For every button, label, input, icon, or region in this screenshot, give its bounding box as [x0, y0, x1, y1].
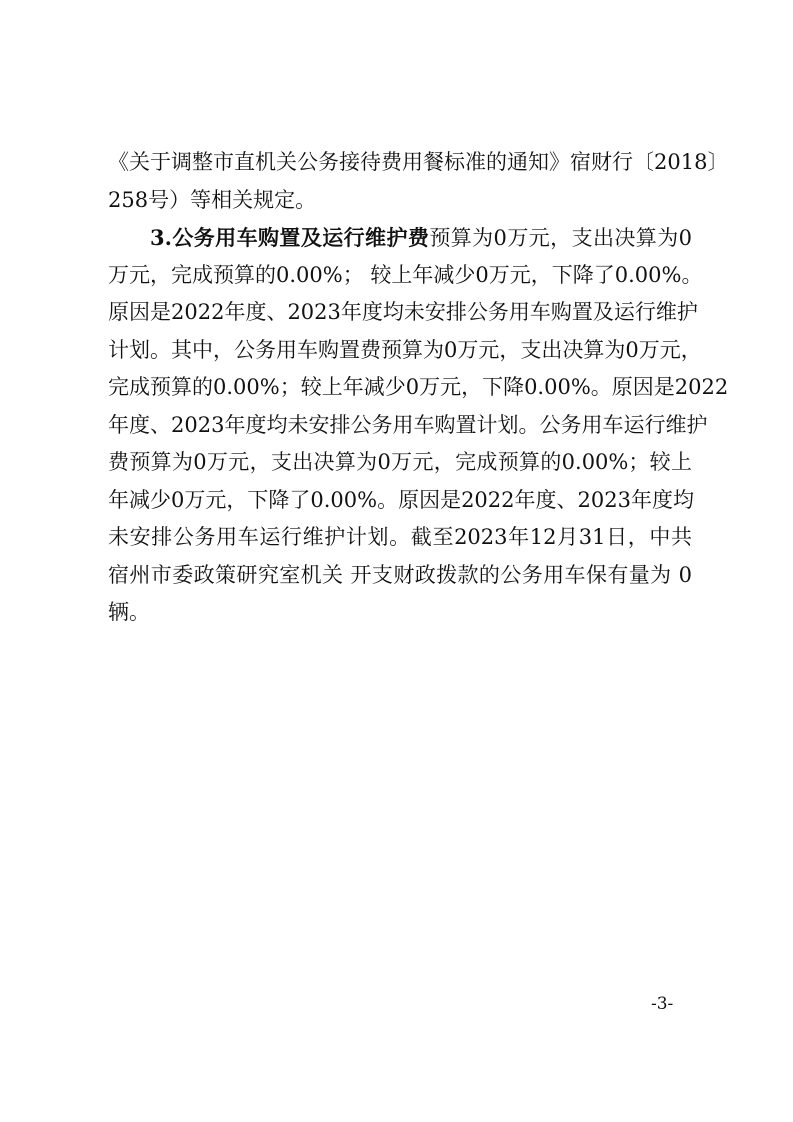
- text-line-1: 《关于调整市直机关公务接待费用餐标准的通知》宿财行〔2018〕: [108, 150, 729, 174]
- text-line-11: 未安排公务用车运行维护计划。截至2023年12月31日，中共: [108, 525, 692, 549]
- section-heading: 3.公务用车购置及运行维护费: [150, 225, 430, 250]
- text-line-12: 宿州市委政策研究室机关 开支财政拨款的公务用车保有量为 0: [108, 562, 692, 587]
- text-line-4: 万元，完成预算的0.00%； 较上年减少0万元，下降了0.00%。: [108, 262, 703, 287]
- text-line-13: 辆。: [108, 600, 150, 624]
- text-line-10: 年减少0万元，下降了0.00%。原因是2022年度、2023年度均: [108, 487, 694, 512]
- text-line-7: 完成预算的0.00%；较上年减少0万元，下降0.00%。原因是2022: [108, 375, 729, 399]
- page-number: -3-: [651, 994, 674, 1014]
- text-line-9: 费预算为0万元，支出决算为0万元，完成预算的0.00%；较上: [108, 450, 692, 474]
- text-line-5: 原因是2022年度、2023年度均未安排公务用车购置及运行维护: [108, 300, 698, 324]
- body-text: [108, 144, 729, 632]
- section-first-line-rest: 预算为0万元，支出决算为0: [429, 226, 692, 250]
- text-line-2: 258号）等相关规定。: [108, 187, 317, 212]
- text-line-6: 计划。其中，公务用车购置费预算为0万元，支出决算为0万元，: [108, 337, 702, 362]
- text-line-8: 年度、2023年度均未安排公务用车购置计划。公务用车运行维护: [108, 412, 708, 437]
- section-first-line: [108, 219, 692, 257]
